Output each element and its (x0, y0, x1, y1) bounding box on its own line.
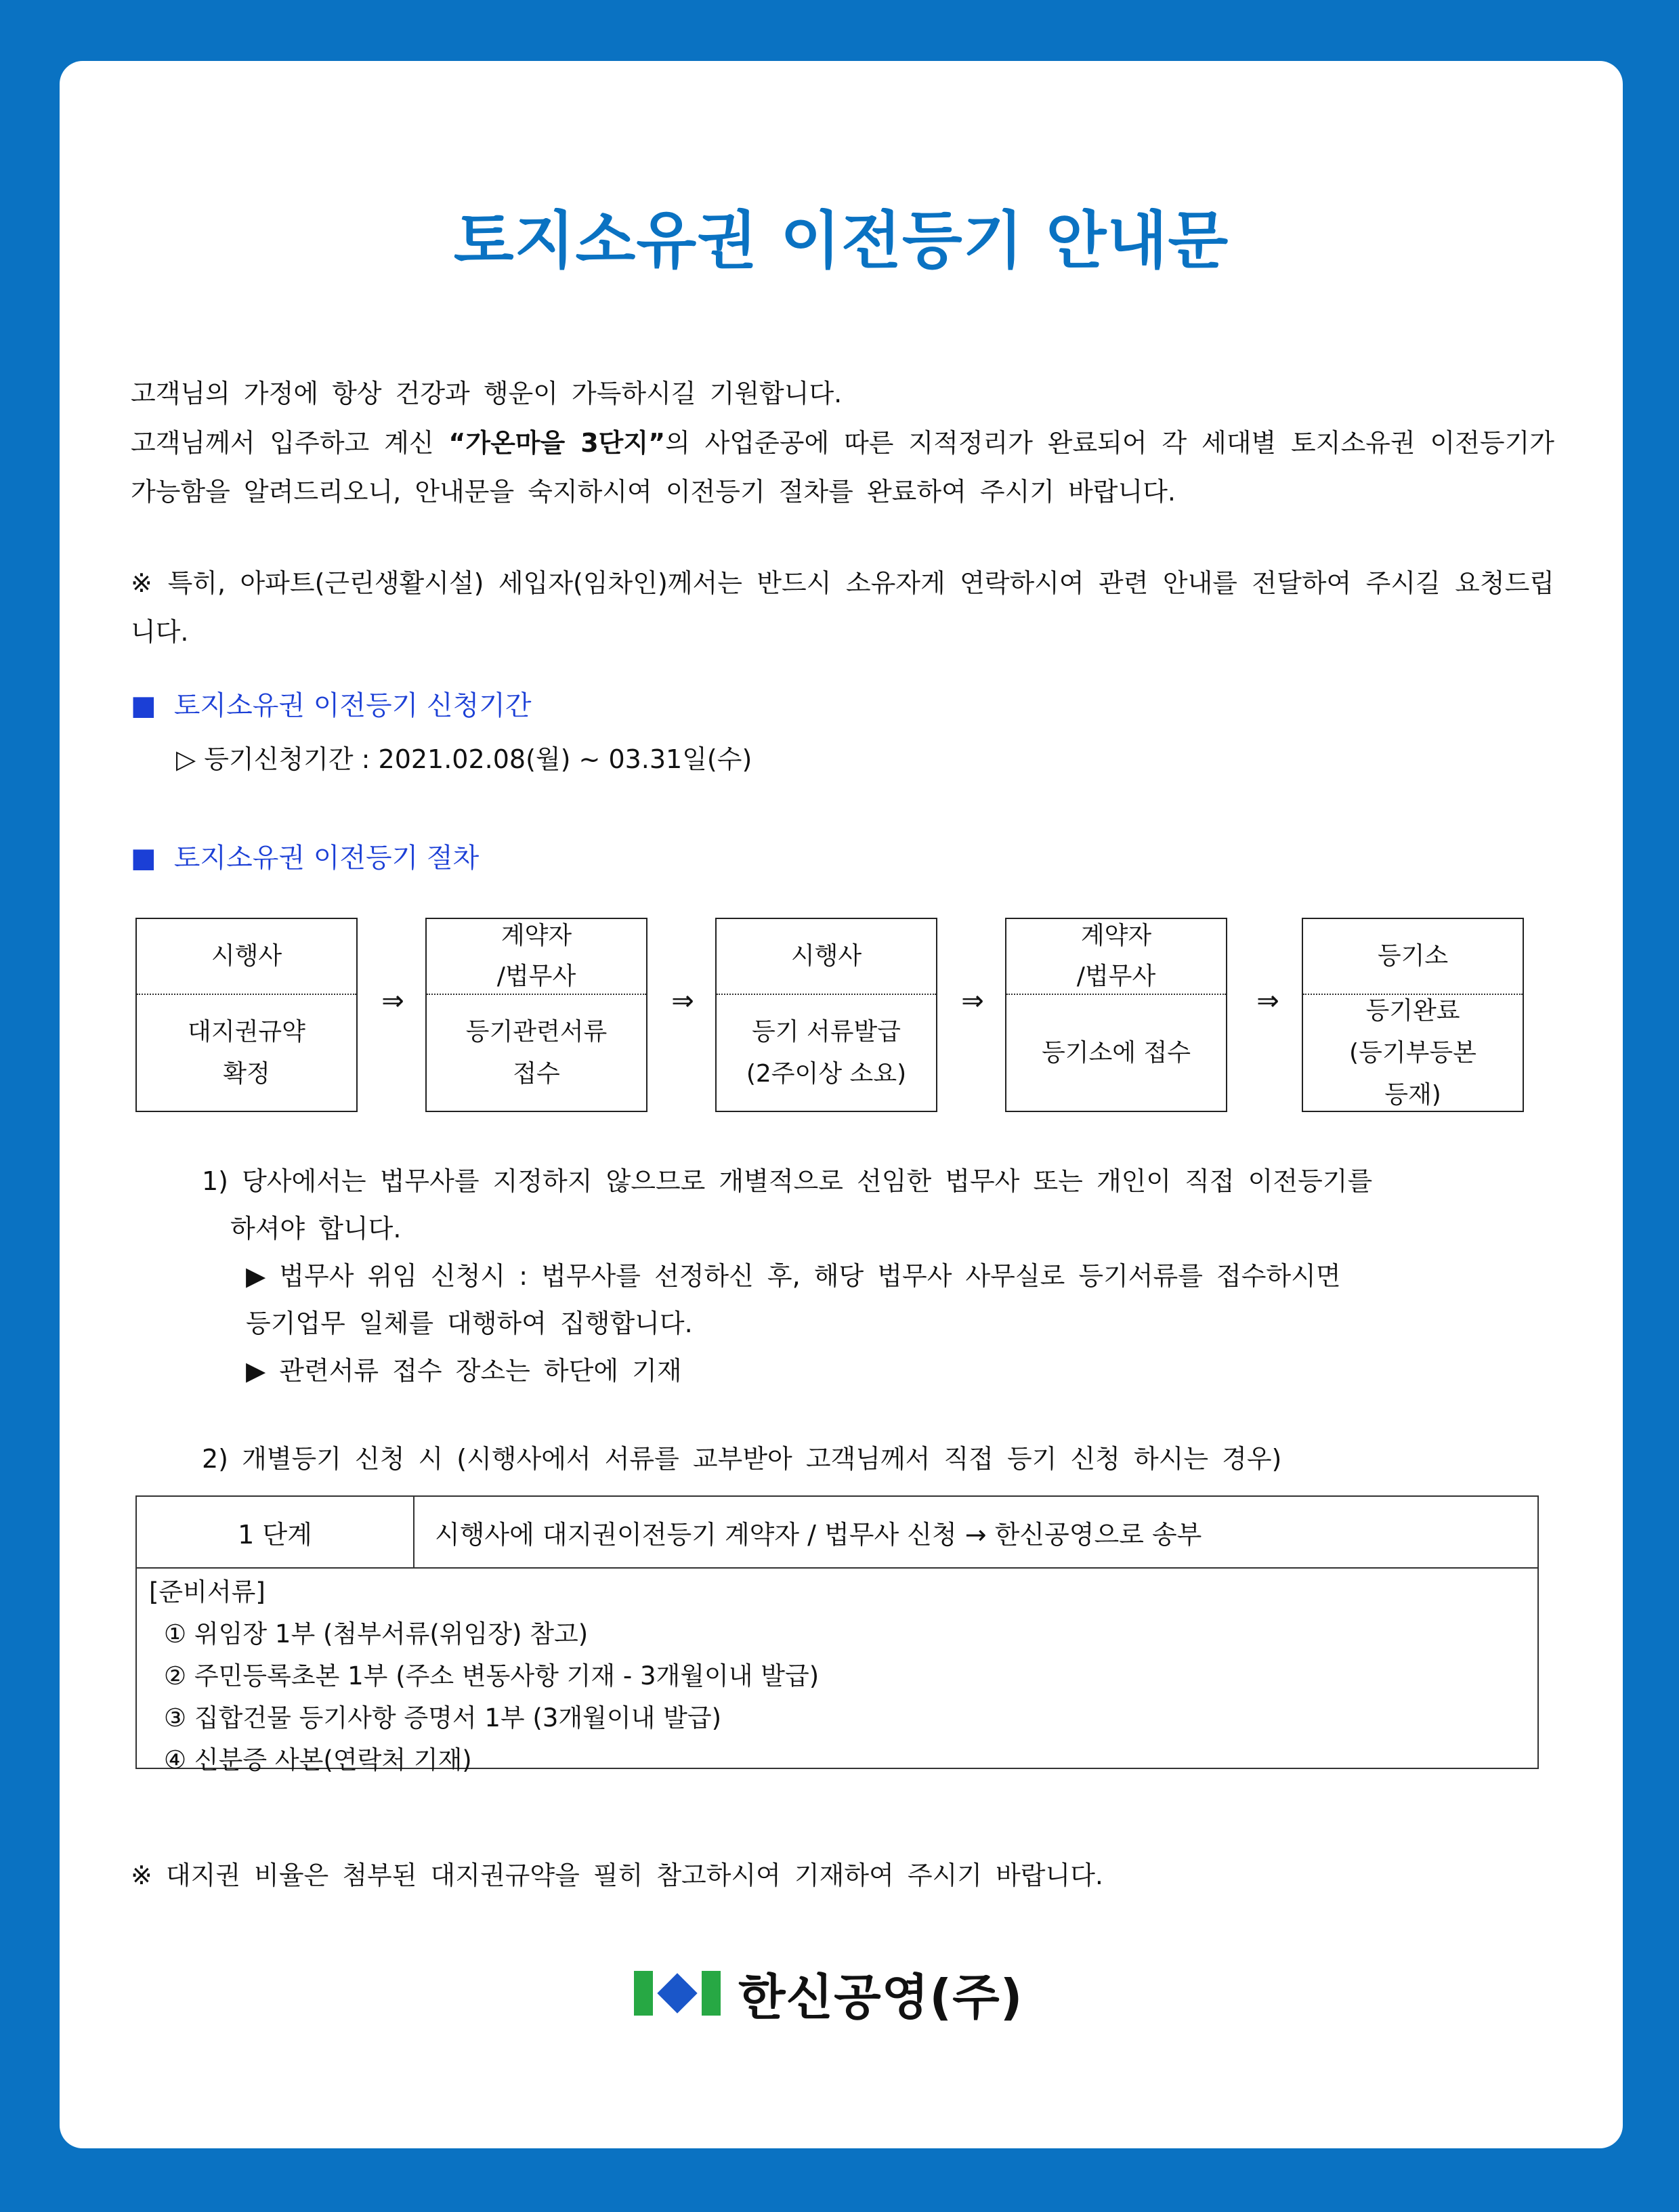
flow-arrow-icon: ⇒ (1256, 985, 1279, 1017)
intro-text-post: 의 사업준공에 따른 지적정리가 완료되어 각 세대별 토지소유권 이전등기가 가능함을 알려드리오니, 안내문을 숙지하시여 이전등기 절차를 완료하여 주시기 바랍니다. (131, 428, 1554, 507)
flow-step-action: 등기관련서류 (465, 1017, 608, 1046)
note-1-sub-1-line-1: ▶ 법무사 위임 신청시 : 법무사를 선정하신 후, 해당 법무사 사무실로 등기서류를 접수하시면 (246, 1261, 1341, 1291)
flow-step-actor: 시행사 (790, 942, 862, 970)
flow-step-2 (425, 918, 647, 1112)
intro-paragraph (131, 419, 1554, 516)
flow-step-1 (135, 918, 358, 1112)
flow-step-actor: /법무사 (1076, 962, 1156, 990)
required-documents (149, 1571, 819, 1781)
stage-label: 1 단계 (137, 1497, 415, 1567)
logo-blue-diamond-icon (658, 1971, 696, 2016)
company-name: 한신공영(주) (738, 1969, 1023, 2026)
required-documents-label: [준비서류] (149, 1577, 265, 1607)
stage-table-header (137, 1497, 1537, 1569)
note-1-line-1: 1) 당사에서는 법무사를 지정하지 않으므로 개별적으로 선임한 법무사 또는 개인이 직접 이전등기를 (202, 1166, 1373, 1196)
flow-step-action: 대지권규약 (188, 1017, 305, 1046)
stage-description: 시행사에 대지권이전등기 계약자 / 법무사 신청 → 한신공영으로 송부 (435, 1519, 1202, 1550)
flow-step-actor: 계약자 (501, 922, 572, 950)
list-item: ③ 집합건물 등기사항 증명서 1부 (3개월이내 발급) (164, 1703, 722, 1732)
flow-step-action: 등기소에 접수 (1041, 1038, 1191, 1067)
list-item: ② 주민등록초본 1부 (주소 변동사항 기재 - 3개월이내 발급) (164, 1661, 820, 1690)
greeting-line: 고객님의 가정에 항상 건강과 행운이 가득하시길 기원합니다. (131, 379, 843, 408)
page-title: 토지소유권 이전등기 안내문 (453, 205, 1229, 277)
flow-step-action: (2주이상 소요) (746, 1059, 907, 1088)
square-bullet-icon: ■ (131, 690, 156, 721)
note-1-sub-2: ▶ 관련서류 접수 장소는 하단에 기재 (246, 1356, 682, 1386)
list-item: ④ 신분증 사본(연락처 기재) (164, 1745, 472, 1774)
flow-step-action: 등기완료 (1365, 996, 1460, 1025)
logo-green-bar-icon (634, 1971, 653, 2016)
section-application-period (131, 684, 532, 723)
list-item: ① 위임장 1부 (첨부서류(위임장) 참고) (164, 1619, 589, 1649)
logo-green-bar-icon (702, 1971, 721, 2016)
company-logo (634, 1967, 1023, 2026)
footnote: ※ 대지권 비율은 첨부된 대지권규약을 필히 참고하시여 기재하여 주시기 바랍니다. (131, 1860, 1103, 1890)
application-period-line: ▷ 등기신청기간 : 2021.02.08(월) ~ 03.31일(수) (176, 744, 752, 774)
flow-arrow-icon: ⇒ (381, 985, 404, 1017)
flow-step-actor: /법무사 (496, 962, 576, 990)
flow-step-action: 등재) (1384, 1080, 1441, 1109)
flow-step-action: 등기 서류발급 (751, 1017, 901, 1046)
document-page (60, 61, 1623, 2148)
flow-step-actor: 계약자 (1080, 922, 1152, 950)
stage-table (135, 1495, 1539, 1774)
section-heading: 토지소유권 이전등기 신청기간 (173, 690, 532, 721)
flow-step-action: 접수 (513, 1059, 560, 1088)
note-1-sub-1-line-2: 등기업무 일체를 대행하여 집행합니다. (246, 1309, 693, 1338)
complex-name: “가온마을 3단지” (448, 428, 666, 458)
intro-text-pre: 고객님께서 입주하고 계신 (131, 428, 449, 458)
flow-step-5 (1302, 918, 1524, 1112)
flow-step-actor: 시행사 (211, 942, 282, 970)
flow-step-3 (715, 918, 937, 1112)
flow-arrow-icon: ⇒ (961, 985, 984, 1017)
flow-step-action: (등기부등본 (1349, 1038, 1476, 1067)
square-bullet-icon: ■ (131, 843, 156, 874)
section-heading: 토지소유권 이전등기 절차 (173, 843, 480, 874)
section-procedure (131, 836, 479, 875)
note-1-line-2: 하셔야 합니다. (230, 1214, 402, 1243)
tenant-notice: ※ 특히, 아파트(근린생활시설) 세입자(임차인)께서는 반드시 소유자게 연락하시여 관련 안내를 전달하여 주시길 요청드립니다. (131, 568, 1554, 647)
flow-step-actor: 등기소 (1377, 942, 1449, 970)
flow-step-4 (1005, 918, 1227, 1112)
flow-step-action: 확정 (223, 1059, 270, 1088)
note-2: 2) 개별등기 신청 시 (시행사에서 서류를 교부받아 고객님께서 직접 등기 신청 하시는 경우) (202, 1444, 1282, 1474)
flow-arrow-icon: ⇒ (671, 985, 694, 1017)
